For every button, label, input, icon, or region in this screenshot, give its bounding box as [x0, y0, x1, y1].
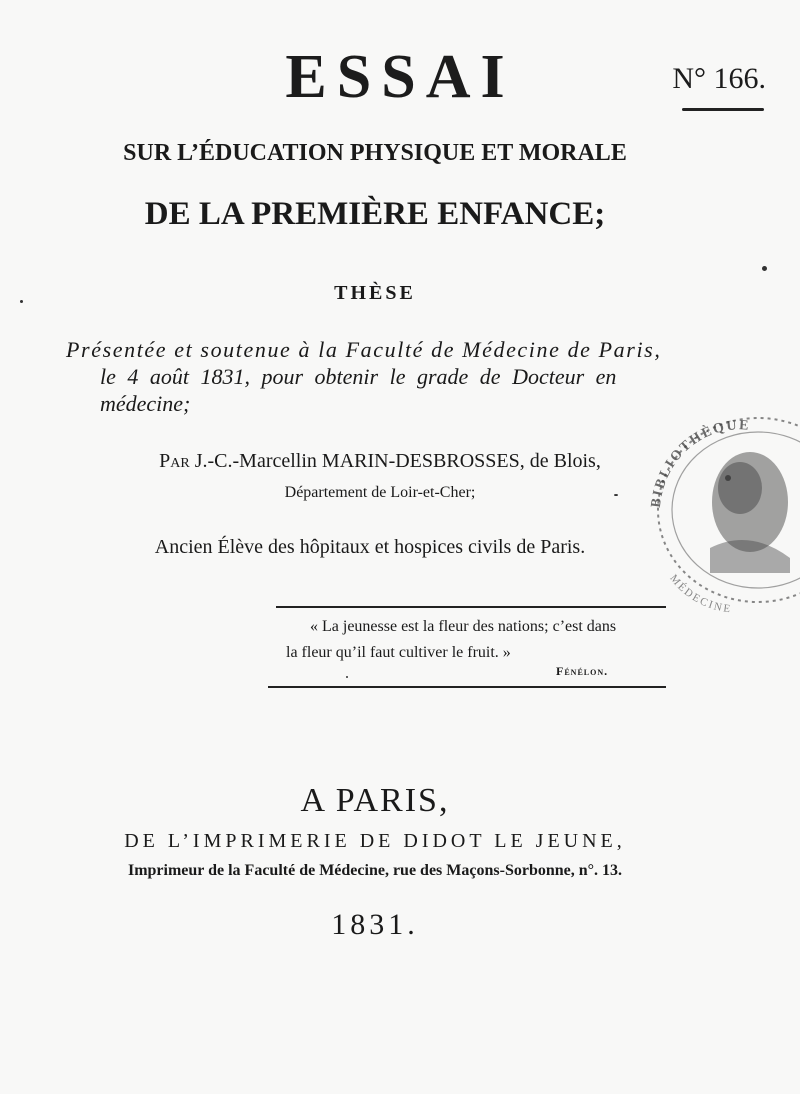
- author-by-label: Par: [159, 450, 190, 472]
- paper-speck: [614, 494, 618, 496]
- printer-name: DE L’IMPRIMERIE DE DIDOT LE JEUNE,: [124, 830, 626, 852]
- printer-detail: Imprimeur de la Faculté de Médecine, rue des Maçons-Sorbonne, n°. 13.: [127, 862, 623, 879]
- author-name: J.-C.-Marcellin MARIN-DESBROSSES, de Blois,: [194, 450, 601, 472]
- author-department: Département de Loir-et-Cher;: [284, 484, 476, 501]
- number-underline: [682, 108, 764, 111]
- stamp-text-bottom: MÉDECINE: [667, 572, 733, 614]
- paper-speck: [20, 300, 23, 303]
- quote-rule-bottom: [268, 686, 666, 688]
- epigraph: [286, 614, 686, 666]
- epigraph-line-1: « La jeunesse est la fleur des nations; c’est dans: [310, 618, 617, 635]
- epigraph-author: Fénélon.: [556, 664, 609, 678]
- presentation-line-1: Présentée et soutenue à la Faculté de Médecine de Paris,: [66, 337, 662, 362]
- quote-rule-top: [276, 606, 666, 608]
- svg-text:MÉDECINE: [667, 572, 732, 614]
- thesis-number: N° 166.: [672, 62, 766, 95]
- presentation-line-3: médecine;: [100, 391, 191, 416]
- these-heading: THÈSE: [334, 282, 416, 304]
- paper-speck: [346, 676, 348, 678]
- epigraph-line-2: la fleur qu’il faut cultiver le fruit. »: [286, 644, 511, 661]
- library-stamp-icon: [630, 398, 800, 614]
- author-title: Ancien Élève des hôpitaux et hospices civils de Paris.: [154, 536, 586, 558]
- document-title: ESSAI: [285, 43, 515, 111]
- subtitle-line-1: SUR L’ÉDUCATION PHYSIQUE ET MORALE: [123, 140, 627, 166]
- publication-place: A PARIS,: [300, 782, 450, 819]
- presentation-line-2: le 4 août 1831, pour obtenir le grade de Docteur en: [100, 364, 617, 389]
- stamp-text-top: BIBLIOTHÈQUE: [648, 418, 751, 509]
- subtitle-line-2: DE LA PREMIÈRE ENFANCE;: [144, 196, 606, 232]
- publication-year: 1831.: [331, 908, 419, 941]
- paper-speck: [762, 266, 767, 271]
